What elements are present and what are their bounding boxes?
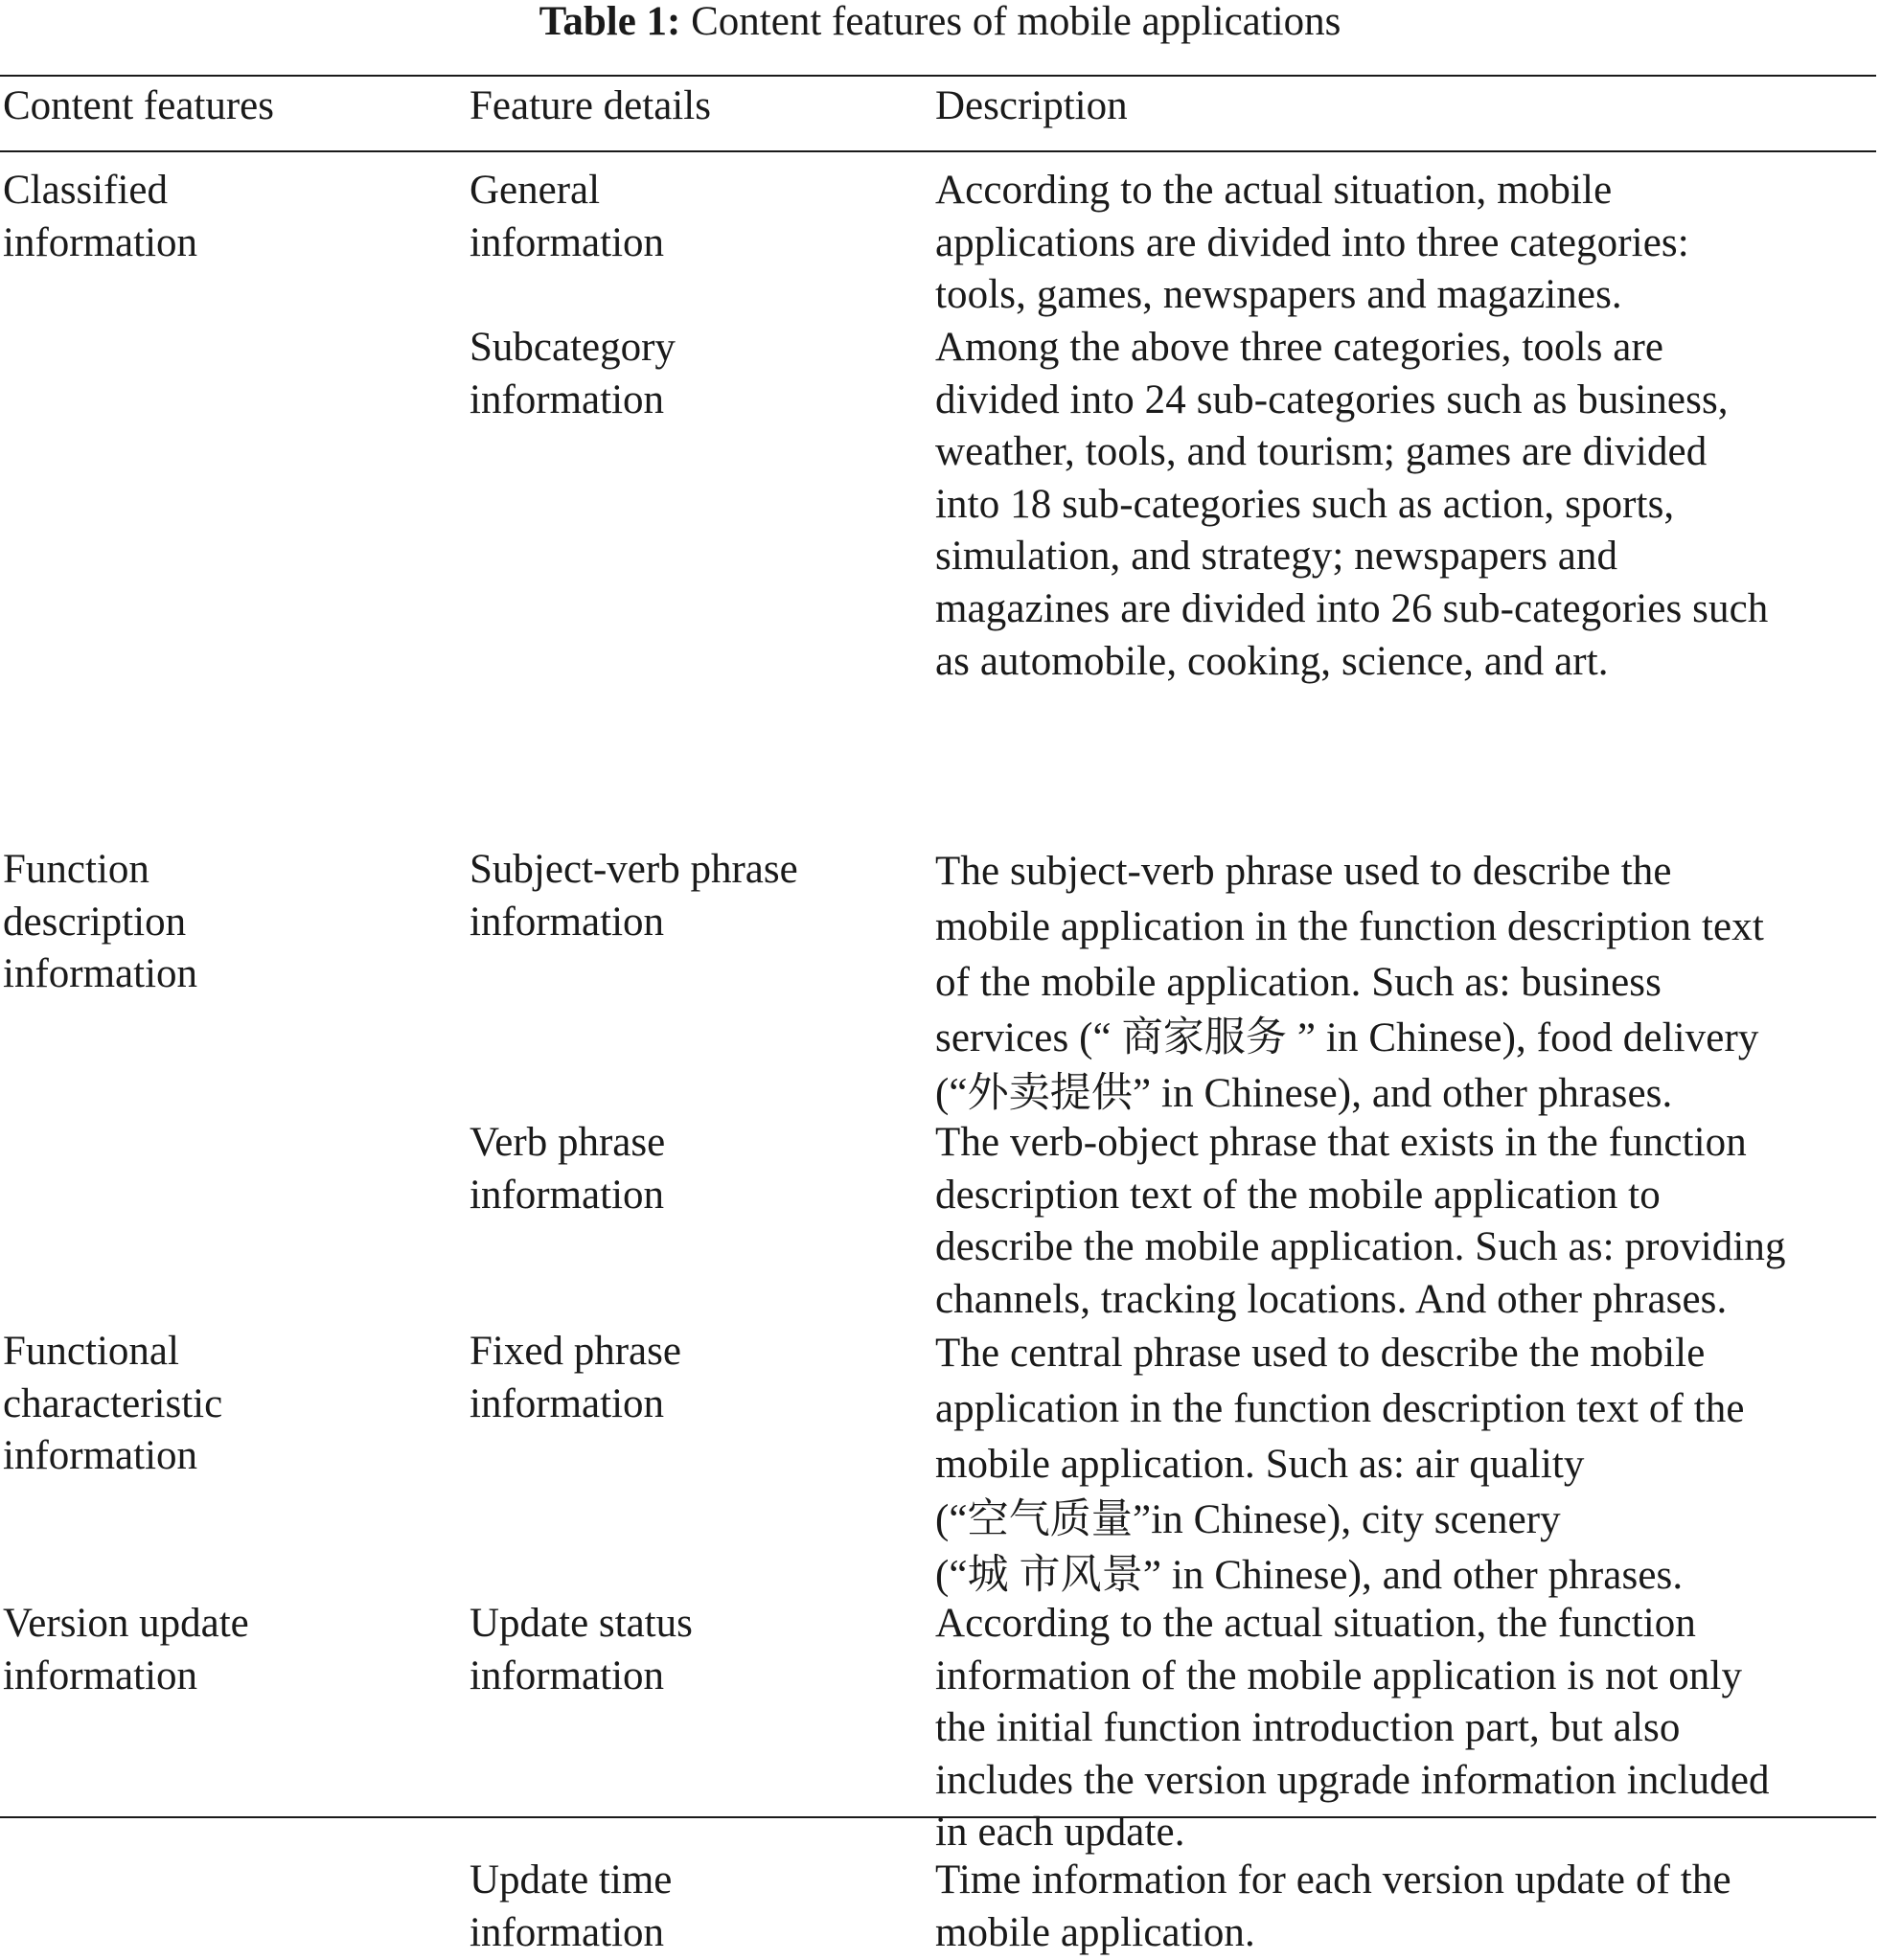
row-content-feature: Function description information <box>3 847 198 997</box>
table-body <box>3 165 1879 1960</box>
table-row <box>3 322 1879 844</box>
row-description: The central phrase used to describe the mobile application in the function description text of the mobile application. Such as: air quality (“空气质量”in Chinese), city scenery (“城 市风景” in Chinese), and other phrases. <box>935 1331 1745 1598</box>
table-row <box>3 1855 1879 1960</box>
table-row <box>3 1598 1879 1855</box>
row-feature-detail: Update status information <box>470 1601 693 1698</box>
row-description: Time information for each version update of the mobile application. <box>935 1857 1731 1955</box>
row-content-feature: Classified information <box>3 168 198 265</box>
table-row <box>3 1117 1879 1326</box>
row-description: Among the above three categories, tools are divided into 24 sub-categories such as business, weather, tools, and tourism; games are divided into 18 sub-categories such as action, sports, simulation, and strategy; newspapers and magazines are divided into 26 sub-categories such as automobile, cooking, science, and art. <box>935 325 1769 684</box>
row-feature-detail: Update time information <box>470 1857 673 1955</box>
table-row <box>3 165 1879 322</box>
row-content-feature: Functional characteristic information <box>3 1329 223 1479</box>
row-description: The subject-verb phrase used to describe the mobile application in the function description text of the mobile application. Such as: business services (“ 商家服务 ” in Chinese), food delivery (“外卖提供” in Chinese), and other phrases. <box>935 849 1764 1116</box>
row-feature-detail: Fixed phrase information <box>470 1329 681 1426</box>
row-content-feature: Version update information <box>3 1601 249 1698</box>
table-row <box>3 1326 1879 1598</box>
header-content-features: Content features <box>3 83 274 128</box>
table-header-row <box>3 75 1879 150</box>
header-description: Description <box>935 83 1128 128</box>
row-description: According to the actual situation, mobile applications are divided into three categories: tools, games, newspapers and magazines. <box>935 168 1689 318</box>
content-features-table <box>3 75 1879 1955</box>
row-description: The verb-object phrase that exists in the function description text of the mobile application to describe the mobile application. Such as: providing channels, tracking locations. And other phrases. <box>935 1120 1786 1322</box>
row-description: According to the actual situation, the function information of the mobile application is not only the initial function introduction part, but also includes the version upgrade information included in each update. <box>935 1601 1770 1856</box>
header-feature-details: Feature details <box>470 83 711 128</box>
row-feature-detail: Verb phrase information <box>470 1120 666 1218</box>
header-rule <box>0 150 1876 152</box>
row-feature-detail: General information <box>470 168 665 265</box>
table-caption-label: Table 1: <box>539 0 681 44</box>
table-row <box>3 844 1879 1117</box>
table-caption-title: Content features of mobile applications <box>691 0 1341 44</box>
table-caption <box>0 0 1880 44</box>
row-feature-detail: Subcategory information <box>470 325 676 422</box>
row-feature-detail: Subject-verb phrase information <box>470 847 798 945</box>
